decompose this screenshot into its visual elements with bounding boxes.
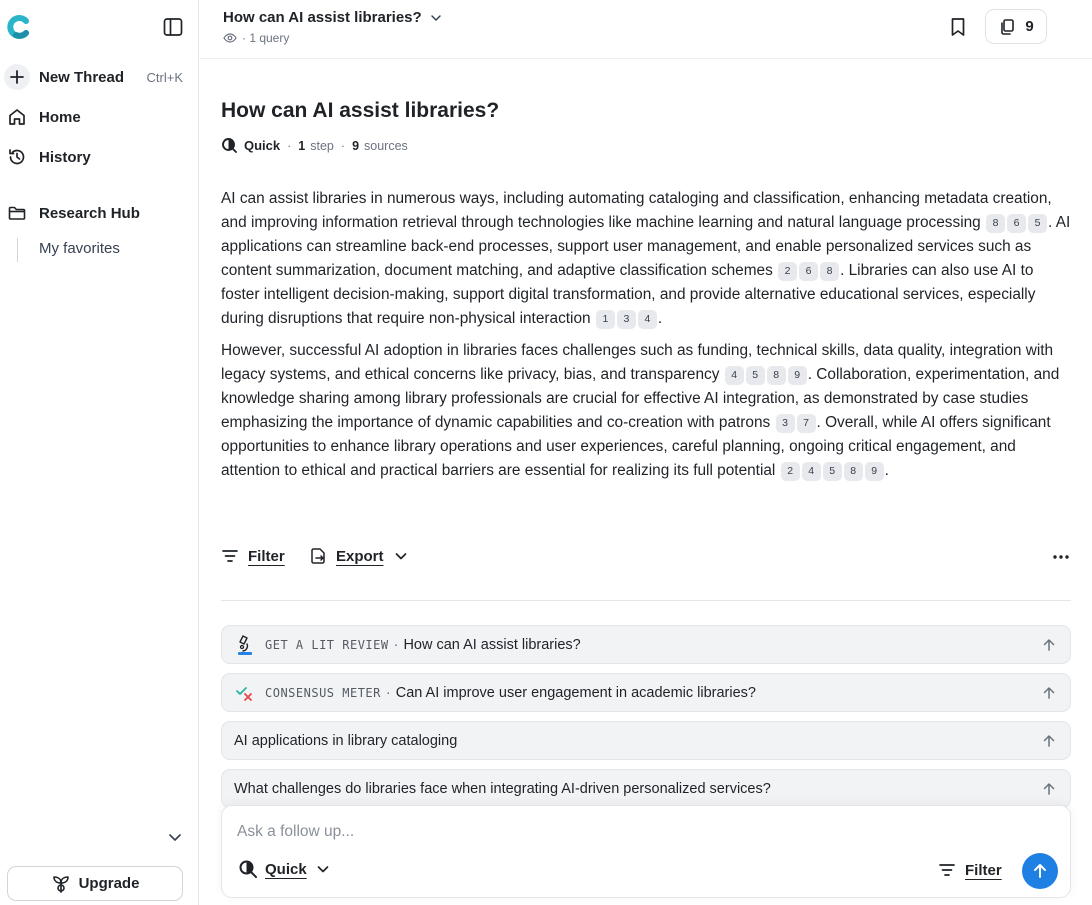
query-count-label: · 1 query	[242, 31, 290, 45]
citation-chip[interactable]: 8	[767, 366, 786, 385]
citation-chip[interactable]: 3	[617, 310, 636, 329]
steps-label: step	[310, 138, 334, 153]
arrow-up-icon	[1041, 733, 1057, 749]
sidebar-item-label: Home	[39, 108, 81, 126]
mode-label: Quick	[244, 138, 281, 153]
check-cross-icon	[234, 682, 256, 704]
filter-icon	[938, 861, 956, 879]
suggestion-consensus-meter[interactable]	[221, 673, 1071, 712]
answer-body	[221, 187, 1071, 491]
answer-paragraph	[221, 187, 1071, 331]
answer-meta	[221, 137, 408, 154]
answer-text: . Collaboration, experimentation, and knowledge sharing among library professionals are crucial for effective AI integration, as demonstrated by case studies emphasizing the importance of dynamic capabilities and co-creation with patrons	[221, 366, 1060, 431]
mode-label: Quick	[265, 860, 307, 878]
citation-chip[interactable]: 2	[781, 462, 800, 481]
arrow-up-icon	[1041, 781, 1057, 797]
separator: ·	[287, 138, 292, 153]
citation-chip[interactable]: 2	[778, 262, 797, 281]
arrow-up-icon	[1041, 685, 1057, 701]
answer-text: . Libraries can also use AI to foster intelligent decision-making, support digital transformation, and provide alternative educational services, especially during disruptions that require non-physical interaction	[221, 262, 1036, 327]
follow-up-composer	[221, 805, 1071, 898]
filter-icon	[221, 547, 239, 565]
sidebar-item-my-favorites[interactable]: My favorites	[39, 240, 120, 257]
citation-chip[interactable]: 5	[823, 462, 842, 481]
export-label: Export	[336, 547, 384, 565]
citation-group	[985, 214, 1048, 231]
thread-title-dropdown[interactable]	[223, 9, 442, 26]
question-title: How can AI assist libraries?	[221, 99, 500, 122]
quick-search-icon	[238, 859, 258, 879]
separator: ·	[340, 138, 346, 153]
plus-icon	[4, 64, 30, 90]
answer-text: AI can assist libraries in numerous ways, including automating cataloging and classification, enhancing metadata creation, and improving information retrieval through technologies like machine learning and natural language processing	[221, 190, 1052, 231]
new-thread-button[interactable]	[0, 61, 198, 93]
separator: ·	[385, 684, 391, 701]
collapse-sidebar-icon[interactable]	[162, 16, 184, 38]
suggestion-text: Can AI improve user engagement in academic libraries?	[395, 684, 756, 701]
chevron-down-icon	[430, 12, 442, 24]
citation-chip[interactable]: 3	[776, 414, 795, 433]
answer-text: .	[884, 462, 889, 479]
sidebar-item-home[interactable]	[0, 101, 198, 133]
chevron-down-icon	[316, 862, 330, 876]
suggestion-lit-review[interactable]	[221, 625, 1071, 664]
answer-text: . AI applications can streamline back-end processes, support user management, and enable personalized services such as content summarization, document matching, and adaptive classification schemes	[221, 214, 1071, 279]
suggestion-text: What challenges do libraries face when integrating AI-driven personalized services?	[234, 780, 771, 797]
sidebar	[0, 0, 199, 905]
tree-line	[17, 238, 18, 262]
follow-up-input[interactable]	[237, 820, 837, 844]
upgrade-label: Upgrade	[78, 875, 140, 892]
eye-icon	[223, 31, 237, 45]
arrow-up-icon	[1041, 637, 1057, 653]
citation-chip[interactable]: 5	[1028, 214, 1047, 233]
filter-button[interactable]	[221, 547, 285, 565]
answer-text: .	[657, 310, 663, 327]
citation-chip[interactable]: 9	[865, 462, 884, 481]
chevron-down-icon[interactable]	[166, 828, 184, 846]
home-icon	[6, 106, 28, 128]
copy-documents-icon	[998, 18, 1016, 36]
sidebar-item-history[interactable]	[0, 141, 198, 173]
upgrade-button[interactable]	[7, 866, 183, 901]
thread-title: How can AI assist libraries?	[223, 9, 422, 26]
citation-chip[interactable]: 8	[986, 214, 1005, 233]
answer-text: However, successful AI adoption in libraries faces challenges such as funding, technical skills, data quality, integration with legacy systems, and ethical concerns like privacy, bias, and transparency	[221, 342, 1054, 383]
suggestion-text: AI applications in library cataloging	[234, 732, 458, 749]
export-button[interactable]	[309, 547, 417, 565]
sources-label: sources	[364, 138, 408, 153]
citation-group	[777, 262, 840, 279]
separator: ·	[393, 636, 399, 653]
citation-chip[interactable]: 5	[746, 366, 765, 385]
filter-label: Filter	[965, 861, 1002, 879]
citation-group	[775, 414, 817, 431]
query-count	[223, 31, 289, 45]
citation-chip[interactable]: 7	[797, 414, 816, 433]
citation-chip[interactable]: 4	[725, 366, 744, 385]
citation-chip[interactable]: 8	[820, 262, 839, 281]
suggestion-tag: CONSENSUS METER	[265, 685, 381, 700]
thread-content	[199, 59, 1092, 905]
export-icon	[309, 547, 327, 565]
quick-search-icon	[221, 137, 238, 154]
suggestion-item[interactable]	[221, 769, 1071, 808]
chevron-down-icon	[394, 549, 408, 563]
steps-count: 1	[298, 138, 306, 153]
suggestion-tag: GET A LIT REVIEW	[265, 637, 389, 652]
arrow-up-icon	[1031, 862, 1049, 880]
answer-actions	[221, 547, 1071, 569]
citation-chip[interactable]: 8	[844, 462, 863, 481]
sprout-icon	[51, 874, 71, 894]
answer-text: . Overall, while AI offers significant opportunities to enhance library operations and user experiences, careful planning, ongoing critical engagement, and attention to ethical and practical barriers are essential for realizing its full potential	[221, 414, 1051, 479]
citation-chip[interactable]: 6	[1007, 214, 1026, 233]
sidebar-item-label: History	[39, 148, 91, 166]
divider	[221, 600, 1071, 601]
more-options-icon[interactable]	[1051, 549, 1071, 565]
citation-chip[interactable]: 4	[638, 310, 657, 329]
sources-count: 9	[1025, 18, 1034, 35]
citation-group	[595, 310, 658, 327]
shortcut-hint: Ctrl+K	[146, 69, 183, 85]
sources-button[interactable]	[985, 9, 1047, 44]
citation-group	[780, 462, 885, 479]
citation-chip[interactable]: 9	[788, 366, 807, 385]
history-icon	[6, 146, 28, 168]
folder-icon	[6, 202, 28, 224]
citation-chip[interactable]: 1	[596, 310, 615, 329]
consensus-logo-icon[interactable]	[6, 14, 32, 40]
suggestion-text: How can AI assist libraries?	[403, 636, 581, 653]
suggestion-item[interactable]	[221, 721, 1071, 760]
filter-label: Filter	[248, 547, 285, 565]
mode-selector[interactable]	[238, 859, 330, 879]
sources-count: 9	[352, 138, 360, 153]
sidebar-item-research-hub[interactable]	[0, 197, 198, 229]
bookmark-icon[interactable]	[947, 16, 969, 38]
new-thread-label: New Thread	[39, 68, 125, 86]
composer-filter-button[interactable]	[938, 861, 1002, 879]
answer-paragraph	[221, 339, 1071, 483]
send-button[interactable]	[1022, 853, 1058, 889]
citation-chip[interactable]: 6	[799, 262, 818, 281]
sidebar-item-label: Research Hub	[39, 204, 140, 222]
microscope-icon	[234, 634, 256, 656]
citation-group	[724, 366, 808, 383]
citation-chip[interactable]: 4	[802, 462, 821, 481]
thread-header	[199, 0, 1092, 59]
